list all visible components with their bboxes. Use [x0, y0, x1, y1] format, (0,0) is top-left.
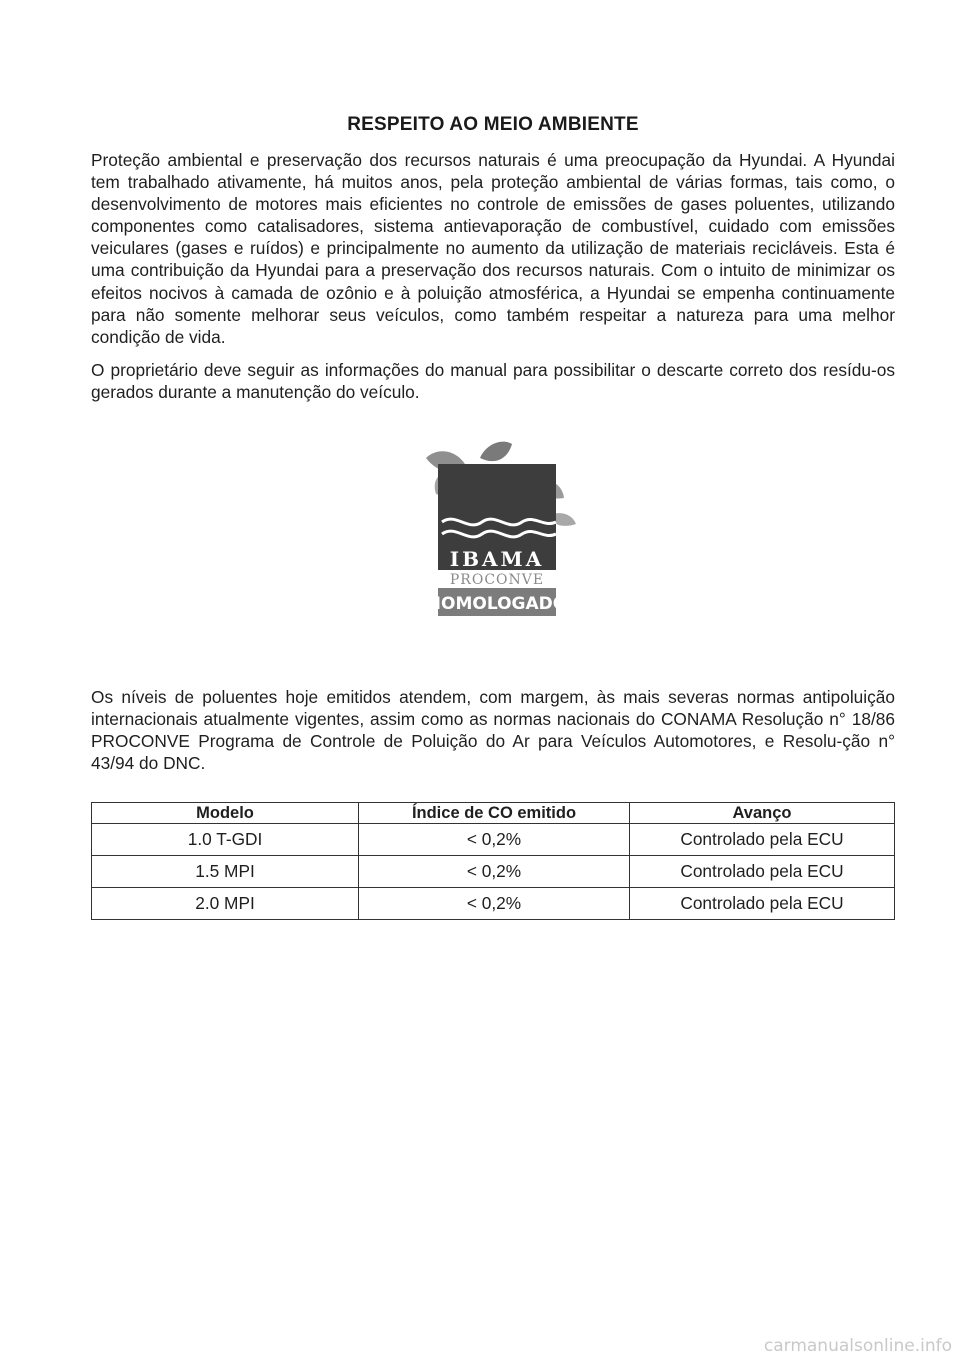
table-row	[92, 824, 895, 856]
logo-text-homologado: HOMOLOGADO	[426, 594, 568, 614]
table-row	[92, 888, 895, 920]
column-header-indice: Índice de CO emitido	[359, 803, 630, 824]
logo-text-proconve: PROCONVE	[449, 572, 545, 588]
column-header-modelo: Modelo	[92, 803, 359, 824]
cell-avanco: Controlado pela ECU	[630, 824, 895, 856]
paragraph-environment: Proteção ambiental e preservação dos recursos naturais é uma preocupação da Hyundai. A Hyundai tem trabalhado ativamente, há muitos anos, pela proteção ambiental de várias formas, tais como, o desenvolvimento de motores mais eficientes no controle de emissões de gases poluentes, utilizando componentes como catalisadores, sistema antievaporação de combustível, cuidado com emissões veiculares (gases e ruídos) e principalmente no aumento da utilização de materiais recicláveis. Esta é uma contribuição da Hyundai para a preservação dos recursos naturais. Com o intuito de minimizar os efeitos nocivos à camada de ozônio e à poluição atmosférica, a Hyundai se empenha continuamente para não somente melhorar seus veículos, como também respeitar a natureza para uma melhor condição de vida.	[91, 150, 895, 347]
cell-indice: < 0,2%	[359, 856, 630, 888]
cell-avanco: Controlado pela ECU	[630, 888, 895, 920]
paragraph-emissions: Os níveis de poluentes hoje emitidos atendem, com margem, às mais severas normas antipoluição internacionais atualmente vigentes, assim como as normas nacionais do CONAMA Resolução n° 18/86 PROCONVE Programa de Controle de Poluição do Ar para Veículos Automotores, e Resolu-ção n° 43/94 do DNC.	[91, 687, 895, 774]
logo-text-ibama: IBAMA	[449, 547, 545, 571]
cell-modelo: 1.0 T-GDI	[92, 824, 359, 856]
watermark-text: carmanualsonline.info	[763, 1336, 952, 1356]
cell-indice: < 0,2%	[359, 888, 630, 920]
table-header-row	[92, 803, 895, 824]
ibama-proconve-logo	[416, 436, 578, 620]
cell-modelo: 1.5 MPI	[92, 856, 359, 888]
paragraph-disposal: O proprietário deve seguir as informações do manual para possibilitar o descarte correto dos resídu-os gerados durante a manutenção do veículo.	[91, 360, 895, 403]
cell-modelo: 2.0 MPI	[92, 888, 359, 920]
cell-avanco: Controlado pela ECU	[630, 856, 895, 888]
column-header-avanco: Avanço	[630, 803, 895, 824]
page-title: RESPEITO AO MEIO AMBIENTE	[347, 114, 639, 135]
table-row	[92, 856, 895, 888]
emissions-table	[91, 802, 895, 920]
cell-indice: < 0,2%	[359, 824, 630, 856]
